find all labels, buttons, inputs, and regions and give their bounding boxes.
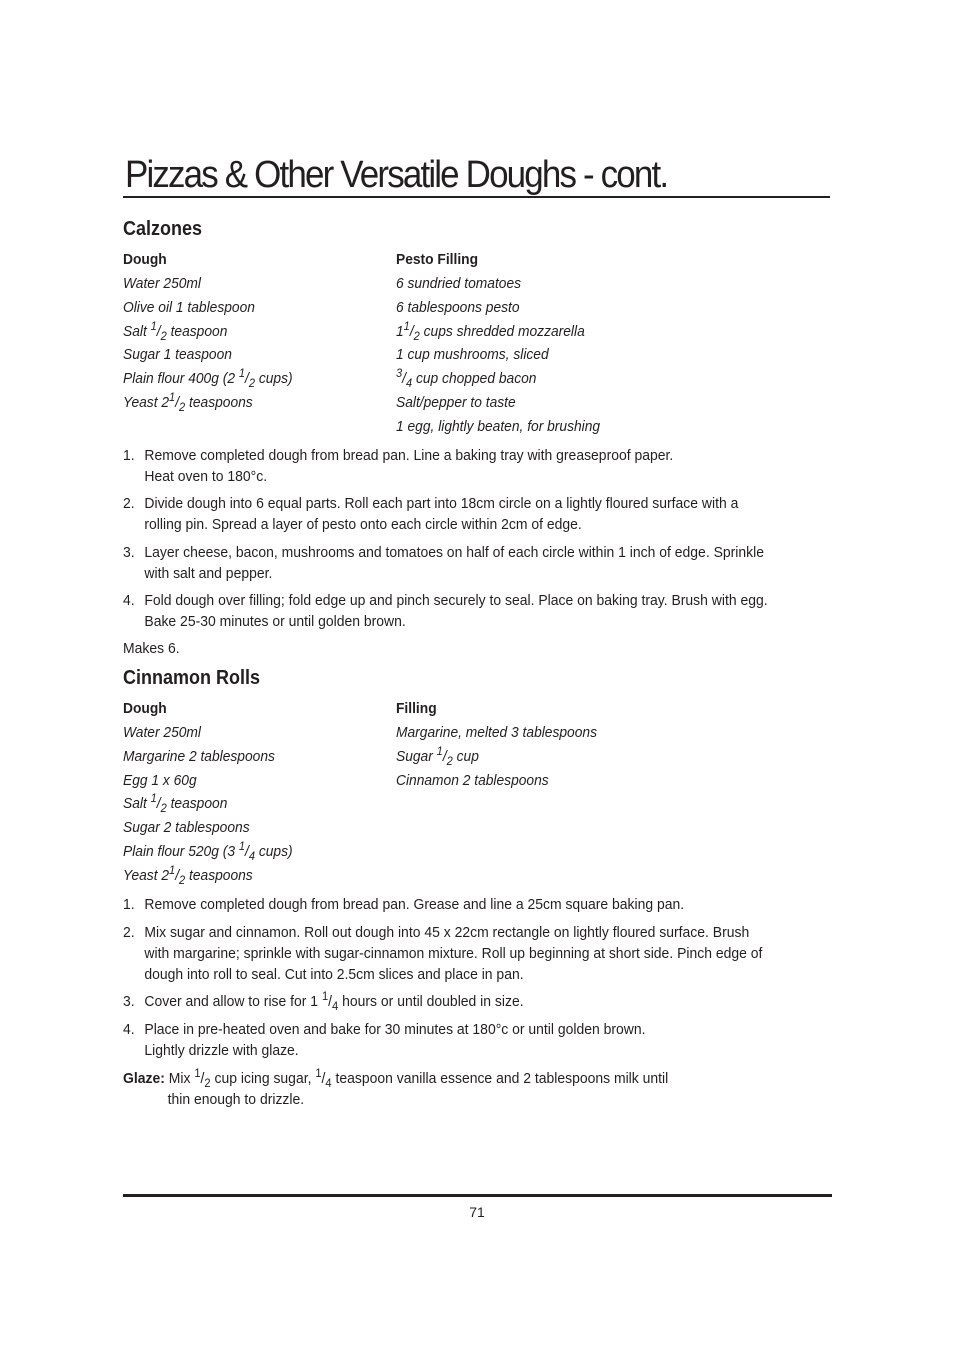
ingredient: Water 250ml (123, 724, 201, 741)
cinnamon-filling-heading: Filling (396, 700, 437, 717)
cinnamon-dough-heading: Dough (123, 700, 167, 717)
ingredient: Sugar $^1/_2$ cup (396, 743, 479, 768)
step: 2. Divide dough into 6 equal parts. Roll each part into 18cm circle on a lightly floured surface with a rolling pin. Spread a layer of pesto onto each circle within 2cm of edge. (123, 495, 739, 533)
ingredient: Olive oil 1 tablespoon (123, 298, 255, 316)
cinnamon-steps-2 (123, 922, 823, 985)
calzones-steps-2 (123, 493, 823, 535)
ingredient: Salt/pepper to taste (396, 393, 516, 411)
calzones-filling-list (396, 250, 618, 441)
cinnamon-steps-1 (123, 894, 823, 915)
glaze-note: Glaze: Mix $^1/_2$ cup icing sugar, $^1/_4$ teaspoon vanilla essence and 2 tablespoons milk until thin enough to drizzle. (123, 1066, 669, 1108)
step: 3. Cover and allow to rise for 1 $^1/_4$ hours or until doubled in size. (123, 989, 524, 1013)
ingredient: 1 cup mushrooms, sliced (396, 346, 549, 364)
cinnamon-dough-list (123, 699, 307, 890)
ingredient: Cinnamon 2 tablespoons (396, 771, 549, 789)
ingredient: Sugar 2 tablespoons (123, 819, 250, 837)
step: 3. Layer cheese, bacon, mushrooms and tomatoes on half of each circle within 1 inch of edge. Sprinkle with salt and pepper. (123, 544, 764, 582)
cinnamon-filling-list (396, 699, 614, 794)
footer-rule (123, 1194, 832, 1197)
ingredient: 1 egg, lightly beaten, for brushing (396, 417, 601, 435)
page-title: Pizzas & Other Versatile Doughs - cont. (125, 154, 668, 196)
ingredient: Egg 1 x 60g (123, 771, 197, 789)
cinnamon-steps-4 (123, 1019, 823, 1061)
cinnamon-steps-3 (123, 991, 823, 1012)
ingredient: Margarine, melted 3 tablespoons (396, 724, 597, 741)
ingredient: Water 250ml (123, 275, 201, 292)
calzones-yield: Makes 6. (123, 640, 180, 657)
cinnamon-rolls-title: Cinnamon Rolls (123, 667, 261, 689)
step: 4. Fold dough over filling; fold edge up and pinch securely to seal. Place on baking tray. Brush with egg. Bake 25-30 minutes or until golden brown. (123, 592, 768, 630)
calzones-title: Calzones (123, 218, 203, 240)
page-number: 71 (469, 1204, 485, 1220)
ingredient: 6 sundried tomatoes (396, 275, 522, 292)
step: 4. Place in pre-heated oven and bake for 30 minutes at 180°c or until golden brown. Lightly drizzle with glaze. (123, 1021, 646, 1059)
calzones-filling-heading: Pesto Filling (396, 251, 479, 268)
ingredient: Plain flour 520g (3 $^1/_4$ cups) (123, 838, 293, 863)
ingredient: $1^1/_2$ cups shredded mozzarella (396, 318, 585, 343)
calzones-dough-list (123, 250, 307, 417)
calzones-steps-3 (123, 542, 823, 584)
ingredient: Yeast $2^1/_2$ teaspoons (123, 862, 253, 887)
ingredient: Salt $^1/_2$ teaspoon (123, 791, 228, 816)
ingredient: Margarine 2 tablespoons (123, 747, 275, 765)
step: 1. Remove completed dough from bread pan. Line a baking tray with greaseproof paper. Heat oven to 180°c. (123, 447, 674, 485)
step: 1. Remove completed dough from bread pan. Grease and line a 25cm square baking pan. (123, 896, 685, 913)
title-rule (123, 196, 830, 198)
ingredient: Salt $^1/_2$ teaspoon (123, 318, 228, 343)
calzones-dough-heading: Dough (123, 251, 167, 268)
ingredient: $^3/_4$ cup chopped bacon (396, 366, 537, 391)
ingredient: Yeast $2^1/_2$ teaspoons (123, 389, 253, 414)
calzones-steps (123, 445, 823, 485)
step: 2. Mix sugar and cinnamon. Roll out dough into 45 x 22cm rectangle on lightly floured surface. Brush with margarine; sprinkle with sugar-cinnamon mixture. Roll up beginning at short side. Pinch edge of dough into roll to seal. Cut into 2.5cm slices and place in pan. (123, 924, 763, 983)
ingredient: Plain flour 400g (2 $^1/_2$ cups) (123, 366, 293, 391)
ingredient: 6 tablespoons pesto (396, 298, 520, 316)
glaze-label: Glaze: (123, 1070, 165, 1087)
ingredient: Sugar 1 teaspoon (123, 346, 232, 364)
calzones-steps-4 (123, 590, 823, 632)
